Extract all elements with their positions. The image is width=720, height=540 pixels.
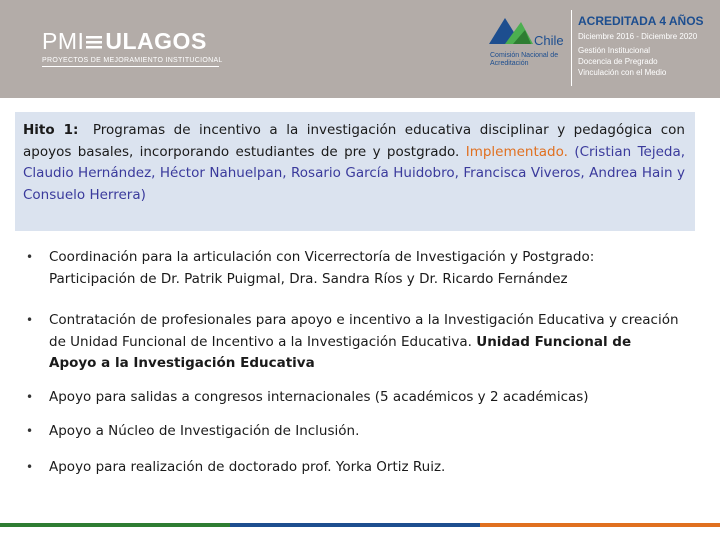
logo-pmi-text: PMI [42,28,85,54]
cna-logo [487,14,565,70]
hito-label: Hito 1: [23,122,79,138]
pmi-ulagos-logo [42,28,207,55]
list-item [22,310,682,375]
bullet-icon: • [26,424,34,438]
bullet-icon: • [26,389,34,404]
bullet-list [22,247,682,478]
accreditation-area: Gestión Institucional [578,46,651,55]
footer-color-bar [0,521,720,529]
list-item [22,387,682,409]
bullet-icon: • [26,250,34,264]
accreditation-block [571,10,712,86]
hito-description: Programas de incentivo a la investigación educativa disciplinar y pedagógica con apoyos basales, incorporando estudiantes de pre y postgrado. [23,122,685,160]
hito-people: (Cristian Tejeda, Claudio Hernández, Héctor Nahuelpan, Rosario García Huidobro, Francisca Viveros, Andrea Hain y Consuelo Herrera) [23,143,686,203]
bullet-text: Apoyo para salidas a congresos internacionales (5 académicos y 2 académicas) [49,388,589,405]
bullet-text: Apoyo a Núcleo de Investigación de Inclusión. [49,423,360,439]
cna-name-text: Comisión Nacional de Acreditación [490,52,559,67]
list-item [22,247,682,290]
cna-chile-text: Chile [534,33,564,48]
bullet-icon: • [26,313,34,327]
bullet-icon: • [26,459,34,474]
list-item [22,421,682,443]
accreditation-title: ACREDITADA 4 AÑOS [578,14,704,28]
hito-box [15,112,695,231]
accreditation-dates: Diciembre 2016 - Diciembre 2020 [578,32,698,41]
bullet-text: Coordinación para la articulación con Vicerrectoría de Investigación y Postgrado: Participación de Dr. Patrik Puigmal, Dra. Sandra Ríos y Dr. Ricardo Fernández [49,249,595,287]
hito-status: Implementado. [465,143,568,160]
accreditation-area: Docencia de Pregrado [578,57,658,66]
bullet-text: Contratación de profesionales para apoyo e incentivo a la Investigación Educativa y creación de Unidad Funcional de Incentivo a la Investigación Educativa. [49,312,679,350]
bullet-bold-text: Unidad Funcional de Apoyo a la Investigación Educativa [49,333,632,371]
bullet-text: Apoyo para realización de doctorado prof. Yorka Ortiz Ruiz. [49,458,446,475]
header-banner [0,0,720,98]
hito-text [23,120,685,206]
list-item [22,457,682,479]
logo-subtitle: PROYECTOS DE MEJORAMIENTO INSTITUCIONAL [42,57,219,67]
logo-bars-icon [86,29,102,45]
logo-ulagos-text: ULAGOS [105,28,207,54]
accreditation-area: Vinculación con el Medio [578,68,667,77]
